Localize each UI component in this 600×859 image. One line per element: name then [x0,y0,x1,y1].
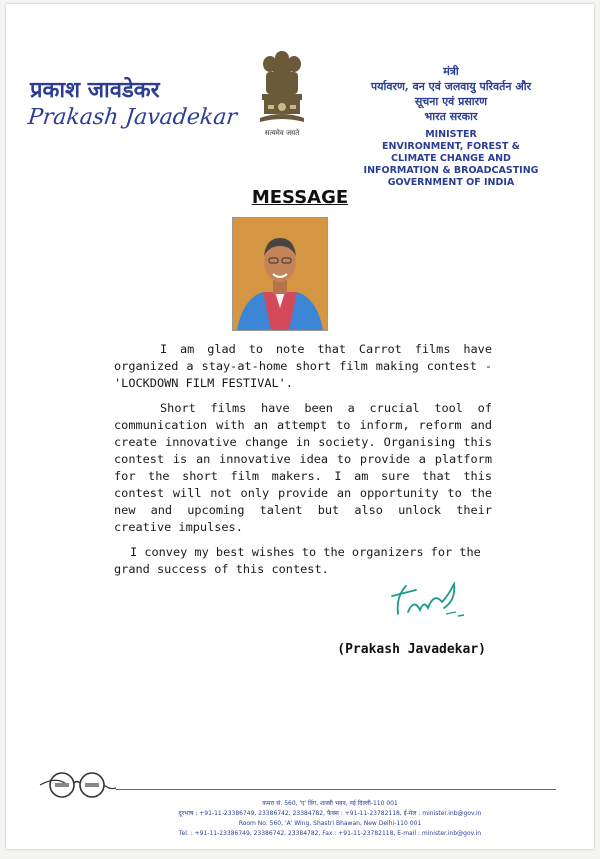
designation-line: सूचना एवं प्रसारण [414,95,488,108]
message-paragraph: Short films have been a crucial tool of communication with an attempt to inform, reform and create innovative change in society. Organising this contest is an innovative idea to provide a platform for the short film makers. I am sure that this contest will not only provide an opportunity to the new and upcoming talent but also unlock their creative impulses. [114,401,492,534]
minister-name-english: Prakash Javadekar [26,105,239,130]
footer-divider [116,789,556,790]
footer-line: Room No. 560, 'A' Wing, Shastri Bhawan, New Delhi-110 001 [238,820,422,827]
footer-address [106,799,554,839]
national-emblem-icon [254,46,310,128]
minister-name-hindi: प्रकाश जावडेकर [30,77,160,103]
footer-line: Tel. : +91-11-23386749, 23386742, 23384782, Fax : +91-11-23782118, E-mail : minister.inb@gov.in [178,830,482,837]
message-paragraph: I am glad to note that Carrot films have organized a stay-at-home short film making contest - 'LOCKDOWN FILM FESTIVAL'. [114,342,492,390]
spectacles-logo-icon [38,768,116,802]
signatory-name: (Prakash Javadekar) [337,642,486,657]
designation-line: INFORMATION & BROADCASTING [363,165,539,176]
ministry-designation [336,64,566,189]
designation-line: पर्यावरण, वन एवं जलवायु परिवर्तन और [370,80,532,93]
designation-line: भारत सरकार [424,110,478,123]
footer-line: दूरभाष : +91-11-23386749, 23386742, 23384782, फैक्स : +91-11-23782118, ई-मेल : minister.inb@gov.in [178,810,482,817]
designation-line: CLIMATE CHANGE AND [391,153,511,164]
designation-line: GOVERNMENT OF INDIA [387,177,515,188]
message-paragraph: I convey my best wishes to the organizers for the grand success of this contest. [114,545,481,576]
message-body [114,341,492,586]
designation-line: MINISTER [425,129,477,140]
message-heading: MESSAGE [251,187,349,208]
minister-photo [232,217,328,331]
emblem-motto: सत्यमेव जयते [264,129,300,137]
designation-line: मंत्री [443,65,459,78]
designation-line: ENVIRONMENT, FOREST & [382,141,520,152]
handwritten-signature [384,572,474,622]
footer-line: कमरा सं. 560, 'ए' विंग, शास्त्री भवन, नई दिल्ली-110 001 [262,800,398,807]
letter-page [6,4,594,849]
